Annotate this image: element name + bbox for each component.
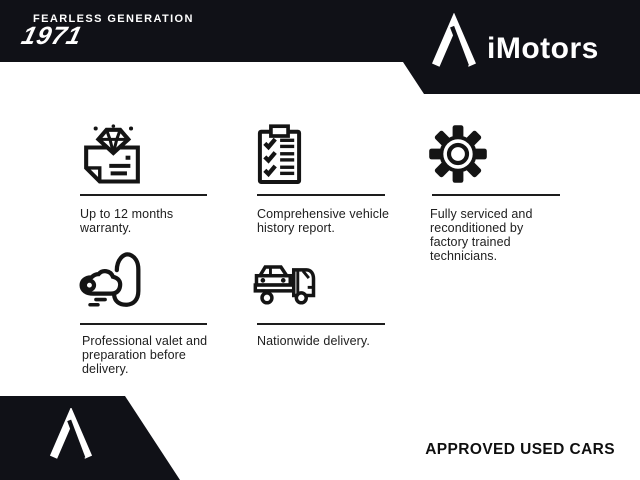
feature-divider [80, 323, 207, 325]
imotors-a-icon-bottom [48, 408, 94, 464]
feature-history-report [255, 118, 395, 235]
valet-vacuum-icon [76, 248, 212, 308]
imotors-a-icon [430, 13, 478, 73]
feature-text: Nationwide delivery. [257, 334, 370, 348]
feature-serviced [428, 118, 560, 263]
feature-valet [76, 248, 212, 376]
history-report-icon [255, 118, 395, 186]
service-gear-icon [428, 118, 560, 186]
feature-divider [257, 323, 385, 325]
tagline-text: FEARLESS GENERATION [33, 13, 194, 25]
feature-delivery [253, 248, 453, 348]
feature-divider [257, 194, 385, 196]
approved-used-cars-label: APPROVED USED CARS [425, 441, 615, 458]
warranty-certificate-icon [78, 118, 190, 186]
feature-divider [432, 194, 560, 196]
brand-name: iMotors [487, 32, 599, 65]
feature-warranty [78, 118, 190, 235]
feature-text: Up to 12 months warranty. [80, 207, 174, 235]
feature-text: Professional valet and preparation before delivery. [82, 334, 208, 376]
feature-text: Comprehensive vehicle history report. [257, 207, 390, 235]
brand-lockup [430, 13, 599, 73]
feature-text: Fully serviced and reconditioned by factory trained technicians. [430, 207, 533, 263]
year-1971-logo: 1971 [18, 22, 86, 50]
delivery-truck-icon [253, 248, 453, 308]
feature-divider [80, 194, 207, 196]
